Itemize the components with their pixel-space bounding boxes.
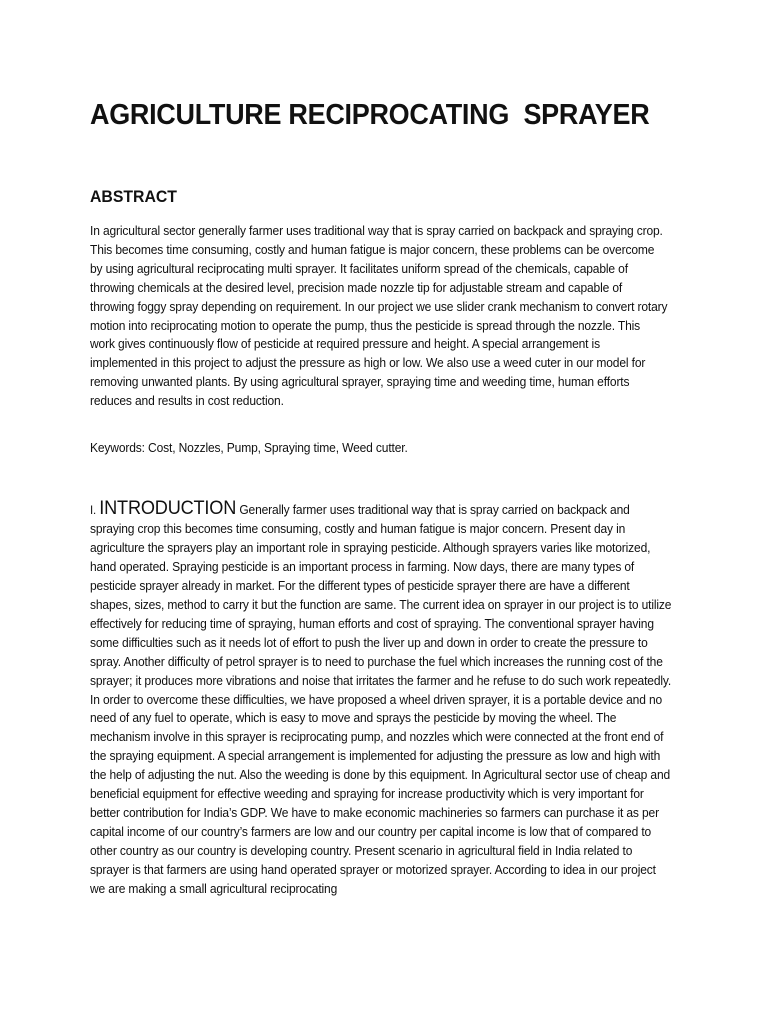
- introduction-number: I.: [90, 503, 97, 517]
- introduction-heading: INTRODUCTION: [99, 498, 237, 519]
- introduction-section: [90, 500, 673, 899]
- introduction-body: Generally farmer uses traditional way that is spray carried on backpack and spraying crop this becomes time consuming, costly and human fatigue is major concern. Present day in agriculture the sprayers play an important role in spraying pesticide. Although sprayers varies like motorized, hand operated. Spraying pesticide is an important process in farming. Now days, there are many types of pesticide sprayer already in market. For the different types of pesticide sprayer there are have a different shapes, sizes, method to carry it but the function are same. The current idea on sprayer in our project is to utilize effectively for reducing time of spraying, human efforts and cost of spraying. The conventional sprayer having some difficulties such as it needs lot of effort to push the liver up and down in order to create the pressure to spray. Another difficulty of petrol sprayer is to need to purchase the fuel which increases the running cost of the sprayer; it produces more vibrations and noise that irritates the farmer and he refuse to do such work repeatedly. In order to overcome these difficulties, we have proposed a wheel driven sprayer, it is a portable device and no need of any fuel to operate, which is easy to move and sprays the pesticide by moving the wheel. The mechanism involve in this sprayer is reciprocating pump, and nozzles which were connected at the front end of the spraying equipment. A special arrangement is implemented for adjusting the pressure as low and high with the help of adjusting the nut. Also the weeding is done by this equipment. In Agricultural sector use of cheap and beneficial equipment for effective weeding and spraying for increase productivity which is very important for better contribution for India’s GDP. We have to make economic machineries so farmers can purchase it as per capital income of our country’s farmers are low and our country per capital income is low that of compared to other country as our country is developing country. Present scenario in agricultural field in India related to sprayer is that farmers are using hand operated sprayer or motorized sprayer. According to idea in our project we are making a small agricultural reciprocating: [90, 503, 672, 897]
- introduction-paragraph: [90, 500, 673, 899]
- abstract-body: [90, 222, 668, 411]
- abstract-heading: ABSTRACT: [90, 187, 177, 206]
- keywords-line: Keywords: Cost, Nozzles, Pump, Spraying time, Weed cutter.: [90, 441, 408, 455]
- document-title: AGRICULTURE RECIPROCATING SPRAYER: [90, 99, 650, 131]
- abstract-paragraph: In agricultural sector generally farmer uses traditional way that is spray carried on backpack and spraying crop. This becomes time consuming, costly and human fatigue is major concern, these problems can be overcome by using agricultural reciprocating multi sprayer. It facilitates uniform spread of the chemicals, capable of throwing chemicals at the desired level, precision made nozzle tip for adjustable stream and capable of throwing foggy spray depending on requirement. In our project we use slider crank mechanism to convert rotary motion into reciprocating motion to operate the pump, thus the pesticide is spread through the nozzle. This work gives continuously flow of pesticide at required pressure and height. A special arrangement is implemented in this project to adjust the pressure as high or low. We also use a weed cuter in our model for removing unwanted plants. By using agricultural sprayer, spraying time and weeding time, human efforts reduces and results in cost reduction.: [90, 224, 668, 409]
